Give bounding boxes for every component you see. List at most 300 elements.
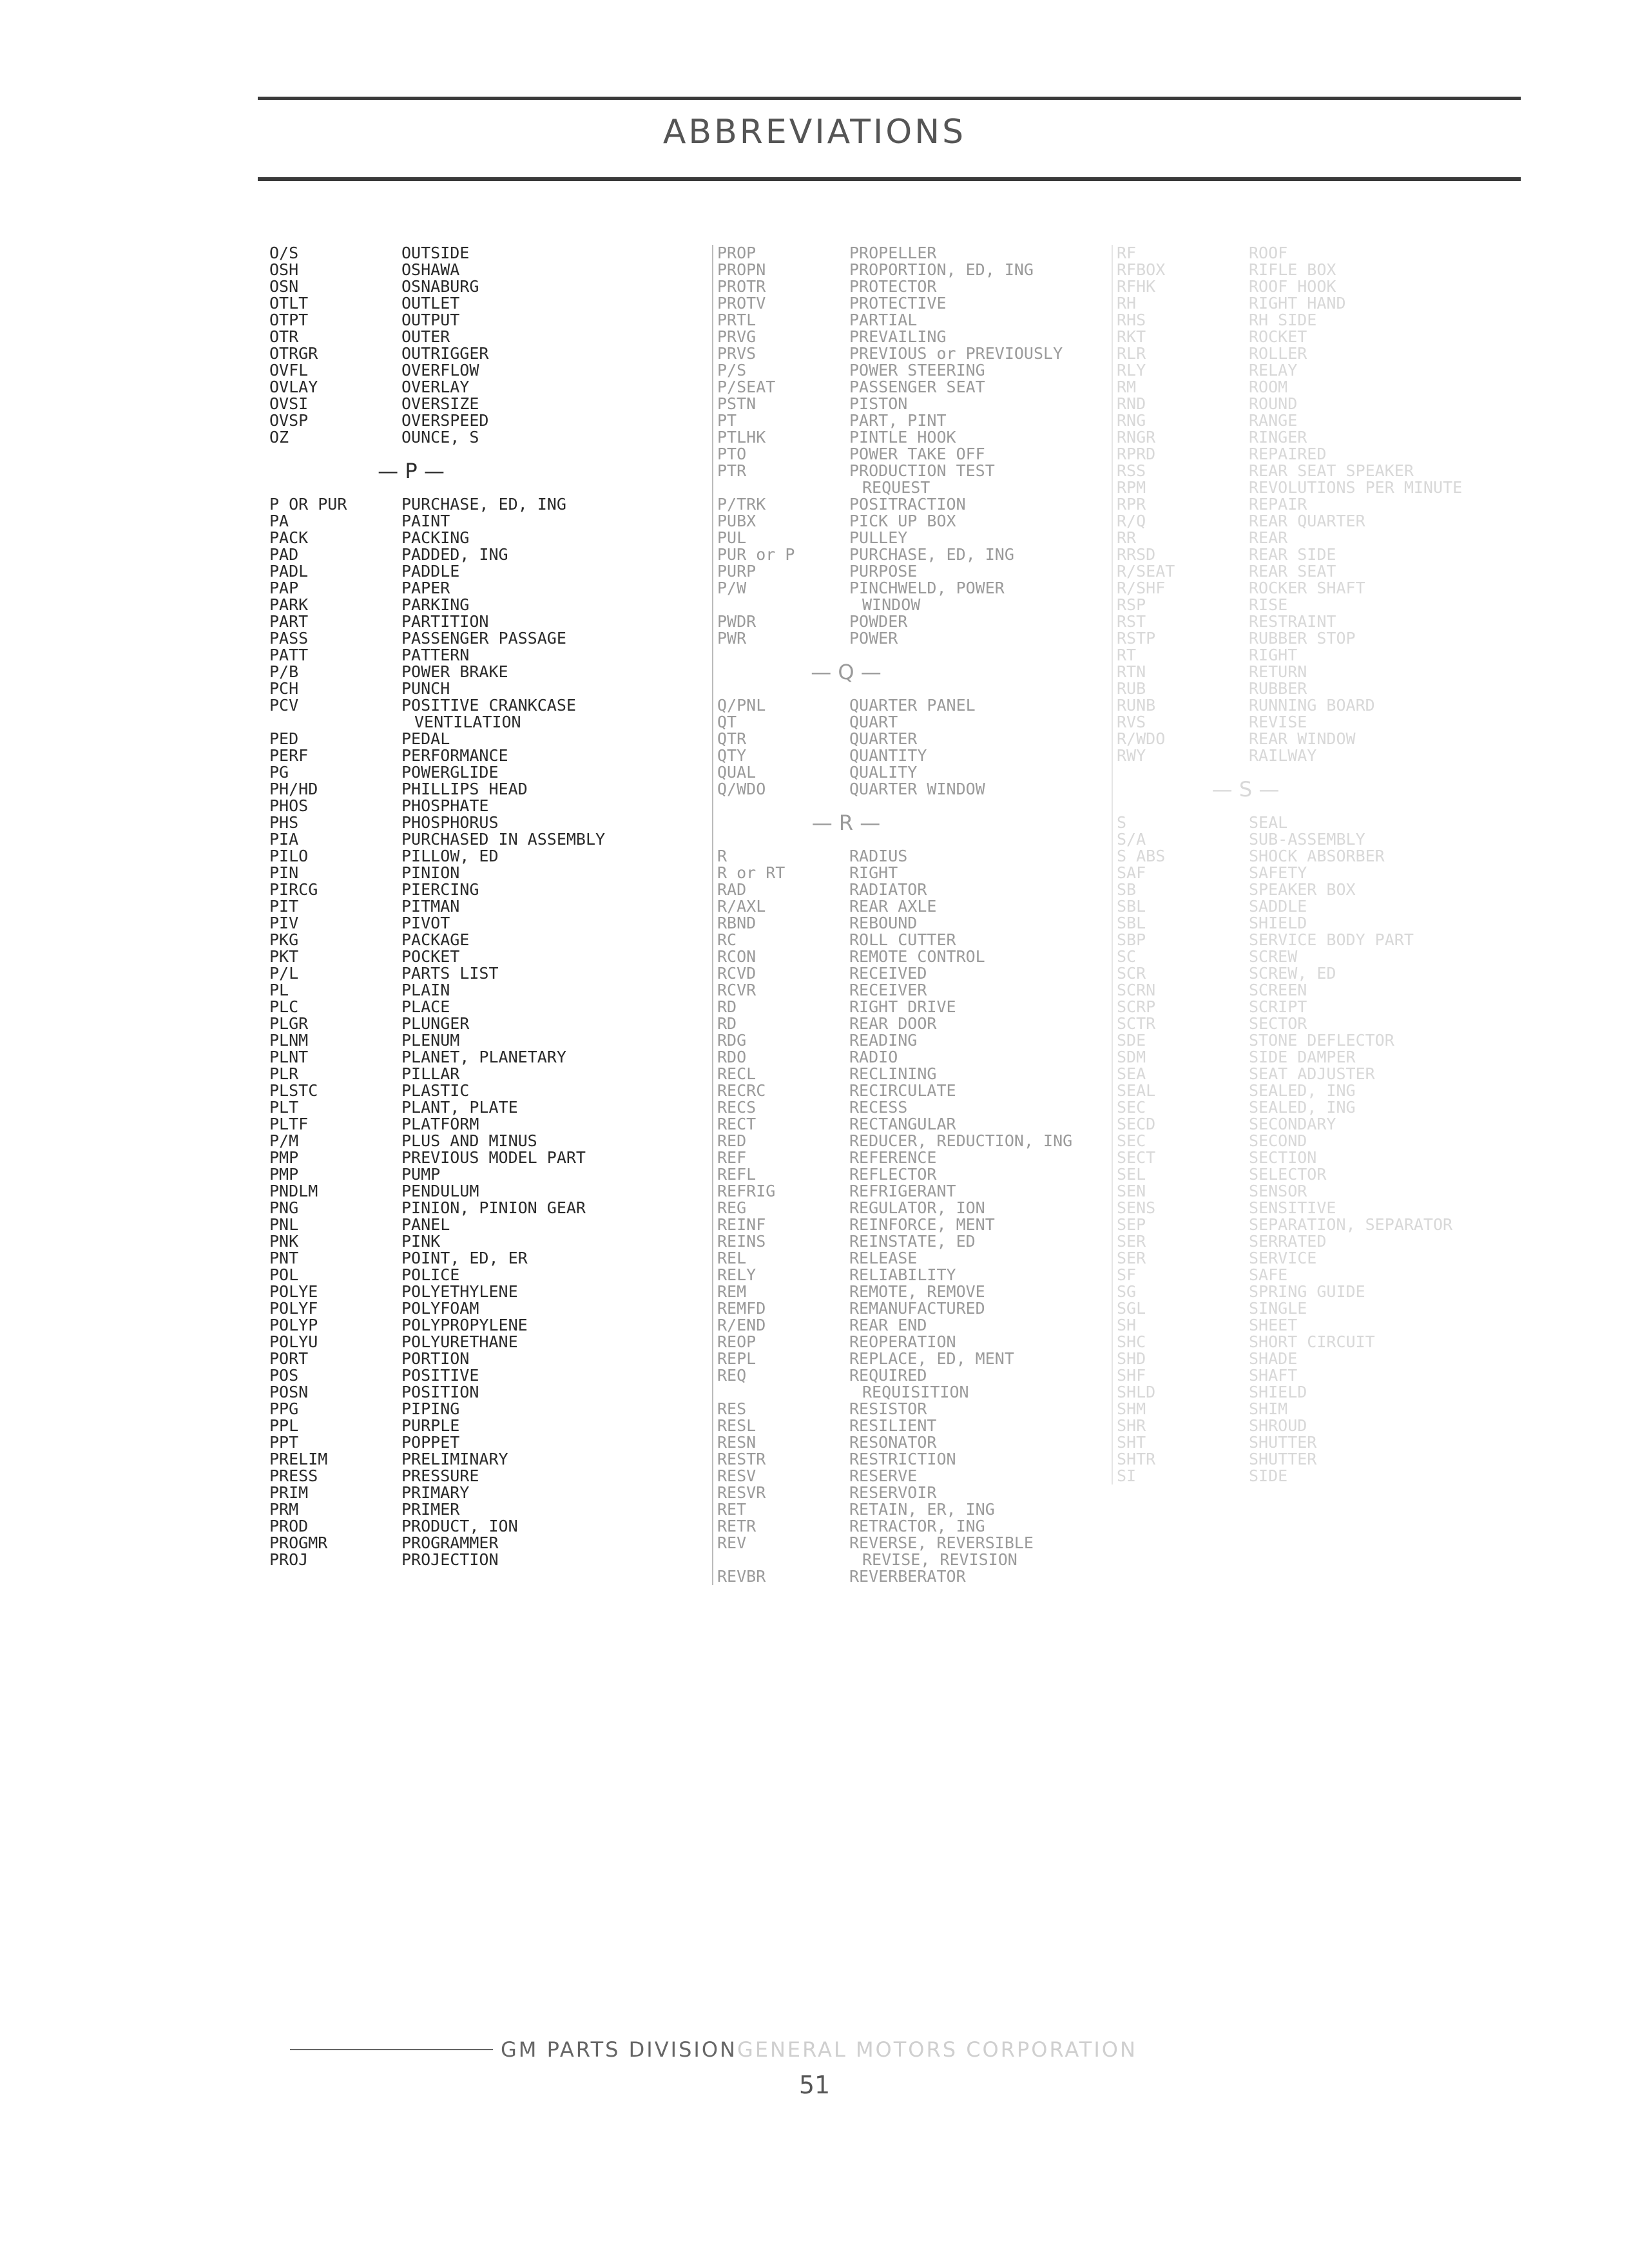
abbreviation-row [269,1401,630,1418]
abbreviation-row [717,714,1078,731]
abbreviation-row [269,1501,630,1518]
abbreviation: PROJ [269,1550,309,1569]
abbreviation-row [717,915,1078,932]
definition: PAINT [401,512,450,530]
abbreviation-row [717,329,1078,345]
abbreviation-row [717,1032,1078,1049]
abbreviation: OTR [269,327,299,346]
abbreviation: PRVG [717,327,757,346]
abbreviation-row [1117,1166,1503,1183]
abbreviation: POLYU [269,1332,318,1351]
abbreviation: RKT [1117,327,1146,346]
abbreviation: PED [269,729,299,748]
definition: RESERVOIR [849,1483,937,1502]
bottom-rule [258,177,1521,181]
definition: SHORT CIRCUIT [1249,1332,1375,1351]
definition: QUARTER [849,729,918,748]
abbreviation-row [269,412,630,429]
definition: OVERFLOW [401,361,479,380]
abbreviation-row [717,513,1078,530]
abbreviation: SEC [1117,1098,1146,1117]
abbreviation: OTPT [269,311,309,329]
definition: SENSITIVE [1249,1198,1336,1217]
definition: RISE [1249,595,1288,614]
definition: PLUS AND MINUS [401,1131,537,1150]
definition: REFLECTOR [849,1165,937,1184]
abbreviation-row [717,597,1078,613]
definition: ROCKET [1249,327,1307,346]
definition: PLAIN [401,981,450,999]
abbreviation-row [1117,999,1503,1015]
abbreviation-row [717,262,1078,278]
definition: RANGE [1249,411,1298,430]
abbreviation: OTLT [269,294,309,312]
definition: PULLEY [849,528,908,547]
abbreviation-row [717,1250,1078,1267]
definition: PLANT, PLATE [401,1098,518,1117]
abbreviation: P/L [269,964,299,983]
definition: REPAIRED [1249,445,1327,463]
definition: RIGHT DRIVE [849,997,956,1016]
abbreviation-row [1117,1367,1503,1384]
abbreviation: PLR [269,1064,299,1083]
abbreviation-row [269,1283,630,1300]
abbreviation-row [269,898,630,915]
abbreviation: PROPN [717,260,766,279]
abbreviation: P OR PUR [269,495,347,514]
abbreviation-row [717,1384,1078,1401]
abbreviation-row [269,1082,630,1099]
definition: REGULATOR, ION [849,1198,985,1217]
definition: PURCHASE, ED, ING [401,495,566,514]
abbreviation: RELY [717,1265,757,1284]
abbreviation: R [717,847,728,865]
abbreviation: SG [1117,1282,1137,1301]
abbreviation: RCON [717,947,757,966]
abbreviation-row [717,697,1078,714]
abbreviation: SEP [1117,1215,1146,1234]
abbreviation: RESN [717,1433,757,1452]
abbreviation-row [717,1451,1078,1468]
abbreviation-row [269,429,630,446]
definition: REPLACE, ED, MENT [849,1349,1014,1368]
abbreviation-row [717,1535,1078,1552]
abbreviation: PAD [269,545,299,564]
abbreviation-row [1117,1267,1503,1283]
section-heading: — S — [1211,777,1280,802]
abbreviation: OVSP [269,411,309,430]
abbreviation-row [1117,530,1503,546]
abbreviation-row [269,396,630,412]
abbreviation-row [1117,513,1503,530]
abbreviation: RRSD [1117,545,1156,564]
abbreviation-row [717,1552,1078,1568]
abbreviation: PIV [269,914,299,932]
abbreviation: PUR or P [717,545,795,564]
definition: SCRIPT [1249,997,1307,1016]
abbreviation-row [1117,245,1503,262]
abbreviation-row [1117,295,1503,312]
abbreviation-row [269,262,630,278]
definition: REVISE, REVISION [862,1550,1017,1569]
definition: SHEET [1249,1316,1298,1334]
abbreviation-row [269,948,630,965]
abbreviation: REVBR [717,1567,766,1586]
definition: RELIABILITY [849,1265,956,1284]
abbreviation: RUNB [1117,696,1156,715]
abbreviation: PNG [269,1198,299,1217]
abbreviation: RESVR [717,1483,766,1502]
abbreviation: SEAL [1117,1081,1156,1100]
abbreviation: OSN [269,277,299,296]
abbreviation-row [1117,362,1503,379]
abbreviation-row [269,1485,630,1501]
abbreviation: SHC [1117,1332,1146,1351]
abbreviation: PT [717,411,737,430]
abbreviation: RT [1117,646,1137,664]
abbreviation: PLTF [269,1115,309,1133]
definition: PATTERN [401,646,470,664]
definition: RETURN [1249,662,1307,681]
definition: OVERSIZE [401,394,479,413]
abbreviation-row [717,1418,1078,1434]
abbreviation: SBP [1117,930,1146,949]
abbreviation: RD [717,1014,737,1033]
abbreviation: PPT [269,1433,299,1452]
abbreviation: REQ [717,1366,747,1385]
abbreviation-row [269,1200,630,1216]
abbreviation: RR [1117,528,1137,547]
definition: PROTECTIVE [849,294,947,312]
abbreviation: RFHK [1117,277,1156,296]
footer-line [290,2049,493,2050]
abbreviation: REFRIG [717,1182,776,1200]
abbreviation: PUL [717,528,747,547]
abbreviation: PIA [269,830,299,849]
definition: RESILIENT [849,1416,937,1435]
definition: SERVICE [1249,1249,1317,1267]
definition: PIVOT [401,914,450,932]
abbreviation: PROP [717,244,757,262]
definition: REPAIR [1249,495,1307,514]
abbreviation-row [269,278,630,295]
abbreviation: RNG [1117,411,1146,430]
abbreviation: PMP [269,1148,299,1167]
abbreviation-row [269,1032,630,1049]
abbreviation: RET [717,1500,747,1519]
section-heading: — P — [378,459,445,483]
abbreviation: P/S [717,361,747,380]
abbreviation-row [1117,898,1503,915]
definition: SELECTOR [1249,1165,1327,1184]
definition: RH SIDE [1249,311,1317,329]
definition: RADIO [849,1048,898,1066]
definition: OUNCE, S [401,428,479,447]
definition: PACKING [401,528,470,547]
abbreviation: RED [717,1131,747,1150]
abbreviation-row [1117,680,1503,697]
definition: SENSOR [1249,1182,1307,1200]
definition: OVERSPEED [401,411,489,430]
definition: REVISE [1249,713,1307,731]
abbreviation: RSP [1117,595,1146,614]
abbreviation-row [717,865,1078,881]
abbreviation-row [269,1350,630,1367]
definition: POWER STEERING [849,361,985,380]
definition: REDUCER, REDUCTION, ING [849,1131,1073,1150]
definition: SINGLE [1249,1299,1307,1318]
definition: PLATFORM [401,1115,479,1133]
abbreviation: SEA [1117,1064,1146,1083]
abbreviation-row [717,948,1078,965]
abbreviation: PLT [269,1098,299,1117]
abbreviation: R/WDO [1117,729,1166,748]
definition: WINDOW [862,595,921,614]
abbreviation-row [1117,1468,1503,1485]
definition: SERVICE BODY PART [1249,930,1414,949]
abbreviation-row [269,295,630,312]
abbreviation: RDO [717,1048,747,1066]
abbreviation: PLNM [269,1031,309,1050]
definition: SHROUD [1249,1416,1307,1435]
abbreviation: PCH [269,679,299,698]
definition: ROLL CUTTER [849,930,956,949]
abbreviation-row [1117,580,1503,597]
abbreviation: PRESS [269,1466,318,1485]
abbreviation-row [1117,345,1503,362]
abbreviation-row [269,1300,630,1317]
definition: PREVAILING [849,327,947,346]
definition: SHIELD [1249,914,1307,932]
definition: SHOCK ABSORBER [1249,847,1385,865]
abbreviation-row [1117,412,1503,429]
abbreviation-row [717,848,1078,865]
abbreviation-row [1117,865,1503,881]
definition: PERFORMANCE [401,746,508,765]
definition: SCREW [1249,947,1298,966]
abbreviation-row [269,1418,630,1434]
definition: PRELIMINARY [401,1450,508,1468]
abbreviation-row [269,714,630,731]
abbreviation-row [717,1166,1078,1183]
abbreviation-row [269,1367,630,1384]
definition: RECTANGULAR [849,1115,956,1133]
definition: ROOF [1249,244,1288,262]
definition: PROPORTION, ED, ING [849,260,1034,279]
abbreviation-row [1117,1317,1503,1334]
abbreviation: P/W [717,579,747,597]
definition: POCKET [401,947,460,966]
abbreviation: RAD [717,880,747,899]
abbreviation-row [717,1099,1078,1116]
abbreviation: PWR [717,629,747,648]
abbreviation-row [269,1049,630,1066]
abbreviation-row [1117,446,1503,463]
abbreviation: RCVR [717,981,757,999]
definition: ROCKER SHAFT [1249,579,1365,597]
abbreviation: SECD [1117,1115,1156,1133]
definition: REQUIRED [849,1366,927,1385]
abbreviation [717,1552,849,1568]
footer-text: GM PARTS DIVISION [501,2037,737,2062]
abbreviation: PACK [269,528,309,547]
definition: RINGER [1249,428,1307,447]
definition: PREVIOUS or PREVIOUSLY [849,344,1063,363]
abbreviation: RVS [1117,713,1146,731]
abbreviation-row [1117,1401,1503,1418]
abbreviation: PURP [717,562,757,581]
abbreviation-row [717,479,1078,496]
definition: POWER [849,629,898,648]
abbreviation-row [269,915,630,932]
abbreviation: RSTP [1117,629,1156,648]
abbreviation-row [1117,1216,1503,1233]
abbreviation-row [269,747,630,764]
page-title: ABBREVIATIONS [662,113,967,151]
abbreviation: PHS [269,813,299,832]
abbreviation: PADL [269,562,309,581]
abbreviation: PLC [269,997,299,1016]
abbreviation: PKG [269,930,299,949]
abbreviation: P/B [269,662,299,681]
abbreviation-row [269,1233,630,1250]
abbreviation: RWY [1117,746,1146,765]
abbreviation-row [1117,1434,1503,1451]
abbreviation-row [1117,1233,1503,1250]
definition: PIPING [401,1399,460,1418]
abbreviation: SHM [1117,1399,1146,1418]
abbreviation-row [717,1149,1078,1166]
abbreviation [717,597,849,613]
abbreviation: SGL [1117,1299,1146,1318]
abbreviation-row [1117,563,1503,580]
abbreviation: PPL [269,1416,299,1435]
abbreviation-row [1117,1300,1503,1317]
definition: SERRATED [1249,1232,1327,1251]
abbreviation-row [1117,948,1503,965]
definition: PHOSPHORUS [401,813,499,832]
abbreviation: R/END [717,1316,766,1334]
abbreviation: RLY [1117,361,1146,380]
definition: PROTECTOR [849,277,937,296]
definition: REAR [1249,528,1288,547]
abbreviation-row [717,463,1078,479]
definition: OUTRIGGER [401,344,489,363]
abbreviation: OVLAY [269,378,318,396]
definition: PROGRAMMER [401,1533,499,1552]
definition: ROUND [1249,394,1298,413]
definition: SCREW, ED [1249,964,1336,983]
abbreviation: REV [717,1533,747,1552]
abbreviation-row [1117,1183,1503,1200]
abbreviation-row [1117,1049,1503,1066]
definition: SECTION [1249,1148,1317,1167]
definition: PILLOW, ED [401,847,499,865]
definition: QUANTITY [849,746,927,765]
definition: REVERBERATOR [849,1567,966,1586]
abbreviation-row [269,731,630,747]
abbreviation-row [269,680,630,697]
definition: RADIATOR [849,880,927,899]
abbreviation: SC [1117,947,1137,966]
definition: RESONATOR [849,1433,937,1452]
definition: RESTRAINT [1249,612,1336,631]
abbreviation: POS [269,1366,299,1385]
abbreviation-row [717,1317,1078,1334]
abbreviation: RPRD [1117,445,1156,463]
abbreviation-row [269,982,630,999]
definition: POWDER [849,612,908,631]
definition: REQUISITION [862,1383,969,1401]
definition: SEAT ADJUSTER [1249,1064,1375,1083]
definition: REAR END [849,1316,927,1334]
abbreviation-row [269,932,630,948]
abbreviation: SHR [1117,1416,1146,1435]
definition: OSNABURG [401,277,479,296]
definition: PRODUCT, ION [401,1517,518,1535]
definition: RIGHT [1249,646,1298,664]
abbreviation: REL [717,1249,747,1267]
abbreviation-row [717,1216,1078,1233]
abbreviation: REF [717,1148,747,1167]
abbreviation-row [1117,932,1503,948]
abbreviation-row [1117,1200,1503,1216]
definition: POSITIVE CRANKCASE [401,696,576,715]
abbreviation: PHOS [269,796,309,815]
abbreviation: POSN [269,1383,309,1401]
definition: REAR SIDE [1249,545,1336,564]
abbreviation: SER [1117,1232,1146,1251]
abbreviation: RDG [717,1031,747,1050]
abbreviation: REG [717,1198,747,1217]
definition: REAR SEAT SPEAKER [1249,461,1414,480]
abbreviation-row [717,278,1078,295]
abbreviation-row [1117,1283,1503,1300]
definition: PHOSPHATE [401,796,489,815]
abbreviation: RC [717,930,737,949]
abbreviation: PRVS [717,344,757,363]
abbreviation: P/SEAT [717,378,776,396]
definition: ROOF HOOK [1249,277,1336,296]
abbreviation-row [269,630,630,647]
definition: REFERENCE [849,1148,937,1167]
abbreviation: PROTR [717,277,766,296]
definition: PART, PINT [849,411,947,430]
abbreviation-row [269,1216,630,1233]
abbreviation-row [1117,1066,1503,1082]
abbreviation-row [269,546,630,563]
abbreviation-row [269,379,630,396]
abbreviation-row [1117,379,1503,396]
abbreviation-row [1117,262,1503,278]
abbreviation-row [717,965,1078,982]
abbreviation-row [269,965,630,982]
abbreviation: PRTL [717,311,757,329]
abbreviation-row [1117,597,1503,613]
abbreviation-row [269,1116,630,1133]
abbreviation: PARK [269,595,309,614]
abbreviation-row [1117,463,1503,479]
abbreviation: POLYF [269,1299,318,1318]
definition: PICK UP BOX [849,512,956,530]
abbreviation-row [269,513,630,530]
abbreviation-row [717,1468,1078,1485]
abbreviation-row [269,848,630,865]
column-1 [269,245,630,1568]
abbreviation: R/SEAT [1117,562,1175,581]
abbreviation: SHF [1117,1366,1146,1385]
abbreviation: RFBOX [1117,260,1166,279]
